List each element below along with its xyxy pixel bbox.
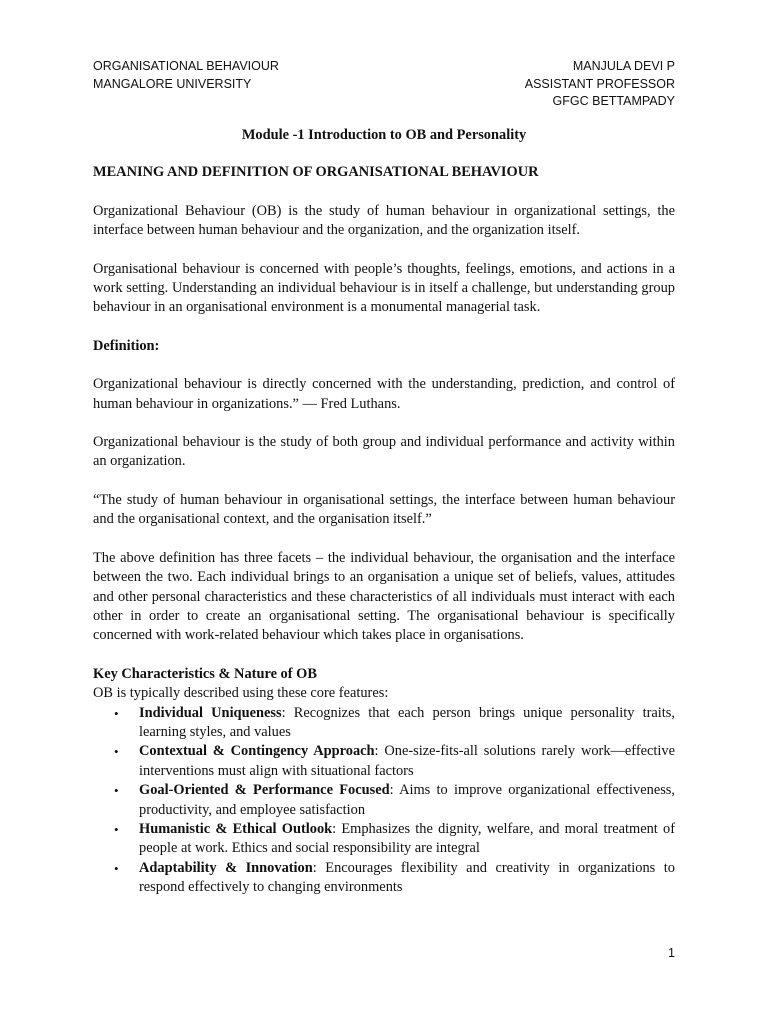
key-characteristics-heading: Key Characteristics & Nature of OB	[93, 665, 317, 682]
list-item-text: : One-size-fits-all solutions rarely work—effective interventions must align with situational factors	[139, 743, 675, 779]
list-item-term: Contextual & Contingency Approach	[139, 743, 375, 760]
page-number: 1	[668, 946, 675, 960]
module-title: Module -1 Introduction to OB and Personality	[241, 127, 527, 143]
list-item	[93, 781, 675, 820]
definition-heading: Definition:	[93, 337, 160, 354]
document-body	[93, 126, 675, 898]
list-item-term: Goal-Oriented & Performance Focused	[139, 782, 390, 799]
header-designation: ASSISTANT PROFESSOR	[524, 76, 675, 91]
list-item	[93, 704, 675, 743]
list-item-text: : Emphasizes the dignity, welfare, and moral treatment of people at work. Ethics and social responsibility are integral	[139, 820, 675, 857]
bullet-icon: •	[114, 705, 119, 721]
header-author: MANJULA DEVI P	[572, 59, 675, 73]
bullet-icon: •	[114, 821, 119, 837]
list-item	[93, 742, 675, 781]
list-item-text: : Aims to improve organizational effectiveness, productivity, and employee satisfaction	[139, 782, 676, 818]
definition-quote: “The study of human behaviour in organisational settings, the interface between human behaviour and the organisational context, and the organisation itself.”	[93, 491, 675, 528]
list-item-term: Individual Uniqueness	[139, 704, 282, 721]
header-course: ORGANISATIONAL BEHAVIOUR	[93, 59, 279, 73]
bullet-icon: •	[114, 783, 119, 799]
list-item-text: : Encourages flexibility and creativity in organizations to respond effectively to changing environments	[139, 859, 675, 896]
header-university: MANGALORE UNIVERSITY	[93, 76, 252, 91]
list-item	[93, 859, 675, 898]
characteristics-list	[93, 704, 675, 898]
intro-paragraph-2: Organisational behaviour is concerned with people’s thoughts, feelings, emotions, and actions in a work setting. Understanding an individual behaviour is in itself a challenge, but understanding group behaviour in an organisational environment is a monumental managerial task.	[93, 260, 675, 316]
list-item	[93, 820, 675, 859]
bullet-icon: •	[114, 860, 119, 876]
list-item-term: Humanistic & Ethical Outlook	[139, 820, 333, 837]
bullet-icon: •	[114, 744, 119, 760]
header-college: GFGC BETTAMPADY	[552, 94, 675, 108]
list-item-text: : Recognizes that each person brings unique personality traits, learning styles, and values	[139, 704, 676, 740]
definition-facets: The above definition has three facets – the individual behaviour, the organisation and the interface between the two. Each individual brings to an organisation a unique set of beliefs, values, attitudes and other personal characteristics and these characteristics of all individuals must interact with each other in order to create an organisational setting. The organisational behaviour is specifically concerned with work-related behaviour which takes place in organisations.	[93, 549, 675, 644]
definition-group-individual: Organizational behaviour is the study of both group and individual performance and activity within an organization.	[93, 434, 675, 470]
header-right	[525, 58, 675, 111]
header-left	[93, 58, 279, 93]
section-heading: MEANING AND DEFINITION OF ORGANISATIONAL BEHAVIOUR	[93, 164, 539, 181]
intro-paragraph-1: Organizational Behaviour (OB) is the study of human behaviour in organizational settings, the interface between human behaviour and the organization, and the organization itself.	[93, 202, 675, 239]
definition-luthans: Organizational behaviour is directly concerned with the understanding, prediction, and control of human behaviour in organizations.” — Fred Luthans.	[93, 376, 675, 412]
key-characteristics-intro: OB is typically described using these core features:	[93, 685, 389, 702]
list-item-term: Adaptability & Innovation	[139, 859, 313, 876]
